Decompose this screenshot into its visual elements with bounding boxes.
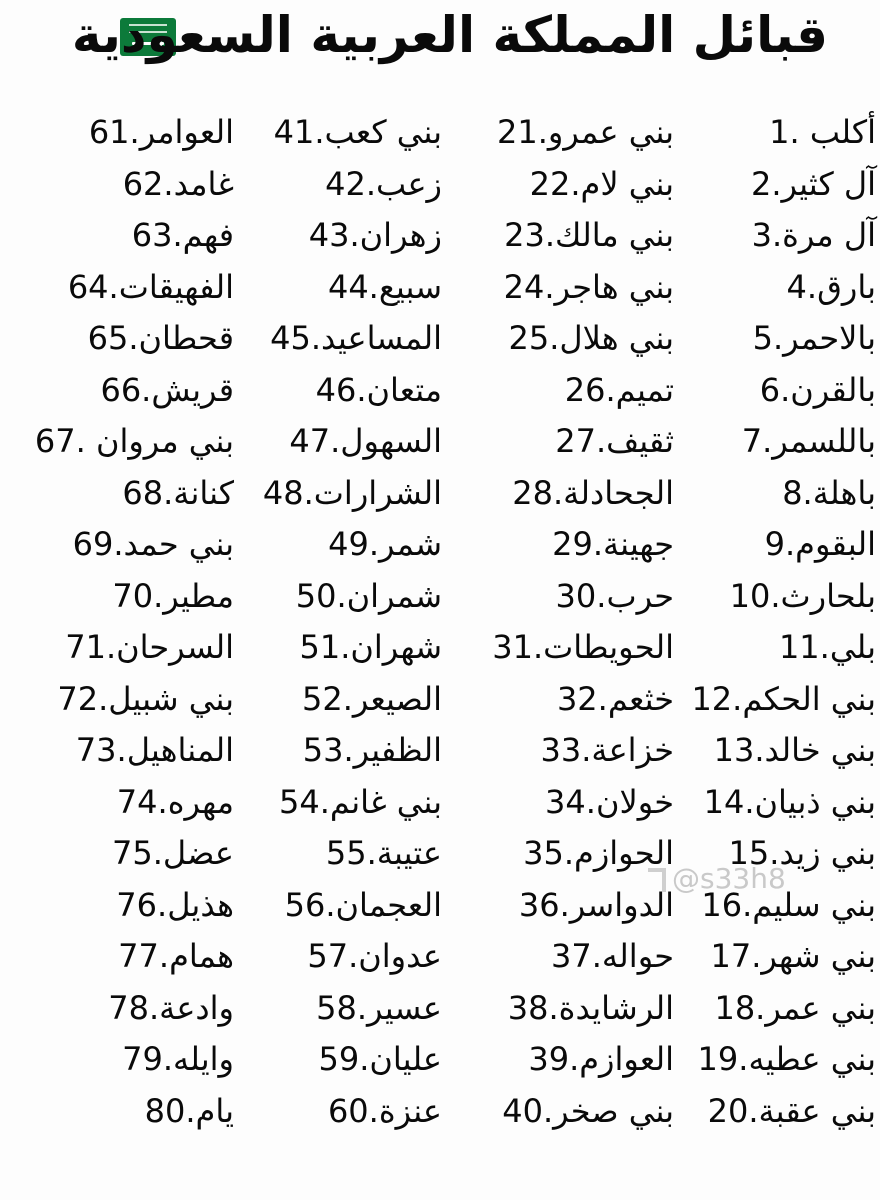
list-item: الفهيقات.64: [67, 267, 234, 306]
tribes-column-3: [212, 107, 442, 1137]
list-item: غامد.62: [122, 164, 234, 203]
list-item: بني عمر.18: [714, 988, 876, 1027]
list-item: بلي.11: [778, 628, 876, 666]
tribes-column-4: [4, 107, 234, 1137]
list-item: يام.80: [144, 1091, 234, 1130]
list-item: همام.77: [118, 937, 234, 975]
list-item: المساعيد.45: [270, 319, 442, 357]
list-item: باهلة.8: [782, 473, 876, 512]
list-item: بني عطيه.19: [697, 1040, 876, 1078]
list-item: بني الحكم.12: [691, 679, 876, 718]
list-item: متعان.46: [315, 370, 442, 409]
list-item: بارق.4: [786, 267, 876, 306]
list-item: زعب.42: [325, 164, 442, 203]
list-item: شمر.49: [328, 525, 442, 563]
tribes-column-1: [676, 107, 876, 1137]
list-item: مطير.70: [112, 576, 234, 615]
list-item: عضل.75: [112, 834, 234, 872]
list-item: حواله.37: [551, 937, 674, 975]
page-title: قبائل المملكة العربية السعودية: [71, 6, 828, 64]
list-item: زهران.43: [308, 216, 442, 254]
list-item: وادعة.78: [108, 988, 234, 1027]
list-item: بني هلال.25: [508, 319, 674, 357]
list-item: خزاعة.33: [540, 731, 674, 769]
list-item: وايله.79: [122, 1040, 234, 1078]
list-item: الرشايدة.38: [507, 988, 674, 1027]
list-item: بني عمرو.21: [497, 113, 674, 151]
list-item: الحوازم.35: [523, 834, 674, 872]
list-item: العوامر.61: [88, 113, 234, 151]
header: [0, 4, 880, 74]
list-item: بني مروان .67: [34, 422, 234, 460]
list-item: عليان.59: [318, 1040, 442, 1078]
list-item: عتيبة.55: [325, 834, 442, 872]
list-item: مهره.74: [116, 782, 234, 821]
list-item: بني شهر.17: [710, 937, 876, 975]
list-item: الشرارات.48: [262, 473, 442, 512]
list-item: هذيل.76: [116, 885, 234, 924]
list-item: بني لام.22: [529, 164, 674, 203]
tribes-column-2: [444, 107, 674, 1137]
list-item: عنزة.60: [327, 1091, 442, 1130]
list-item: أكلب .1: [769, 113, 876, 151]
list-item: عدوان.57: [307, 937, 442, 975]
list-item: بني حمد.69: [72, 525, 234, 563]
list-item: حرب.30: [555, 576, 674, 615]
watermark: [648, 862, 786, 895]
tiktok-icon: [648, 868, 666, 892]
list-item: السرحان.71: [65, 628, 234, 666]
list-item: باللسمر.7: [741, 422, 876, 460]
list-item: سبيع.44: [327, 267, 442, 306]
list-item: كنانة.68: [122, 473, 234, 512]
list-item: عسير.58: [316, 988, 442, 1027]
list-item: شهران.51: [299, 628, 442, 666]
list-item: آل مرة.3: [751, 216, 876, 254]
list-item: العجمان.56: [284, 885, 442, 924]
list-item: البقوم.9: [764, 525, 876, 563]
list-item: العوازم.39: [528, 1040, 674, 1078]
list-item: بني كعب.41: [273, 113, 442, 151]
list-item: خولان.34: [545, 782, 674, 821]
list-item: بني مالك.23: [504, 216, 674, 254]
list-item: بني شبيل.72: [57, 679, 234, 718]
list-item: السهول.47: [289, 422, 442, 460]
list-item: شمران.50: [295, 576, 442, 615]
list-item: خثعم.32: [556, 679, 674, 718]
list-item: قريش.66: [100, 370, 234, 409]
list-item: بني ذبيان.14: [703, 782, 876, 821]
list-item: الصيعر.52: [301, 679, 442, 718]
list-item: بني خالد.13: [713, 731, 876, 769]
list-item: جهينة.29: [552, 525, 674, 563]
list-item: بالقرن.6: [759, 370, 876, 409]
list-item: المناهيل.73: [75, 731, 234, 769]
list-item: الحويطات.31: [492, 628, 674, 666]
list-item: ثقيف.27: [555, 422, 674, 460]
list-item: بالاحمر.5: [752, 319, 876, 357]
list-item: الدواسر.36: [518, 885, 674, 924]
list-item: بني غانم.54: [279, 782, 442, 821]
list-item: بني عقبة.20: [707, 1091, 876, 1130]
list-item: بني صخر.40: [502, 1091, 674, 1130]
list-item: بني سليم.16: [701, 885, 876, 924]
list-item: الظفير.53: [302, 731, 442, 769]
watermark-handle: @s33h8: [672, 862, 786, 895]
list-item: قحطان.65: [87, 319, 234, 357]
list-item: آل كثير.2: [750, 164, 876, 203]
list-item: فهم.63: [131, 216, 234, 254]
list-item: الجحادلة.28: [512, 473, 674, 512]
list-item: بلحارث.10: [729, 576, 876, 615]
list-item: تميم.26: [564, 370, 674, 409]
list-item: بني زيد.15: [728, 834, 876, 872]
list-item: بني هاجر.24: [503, 267, 674, 306]
